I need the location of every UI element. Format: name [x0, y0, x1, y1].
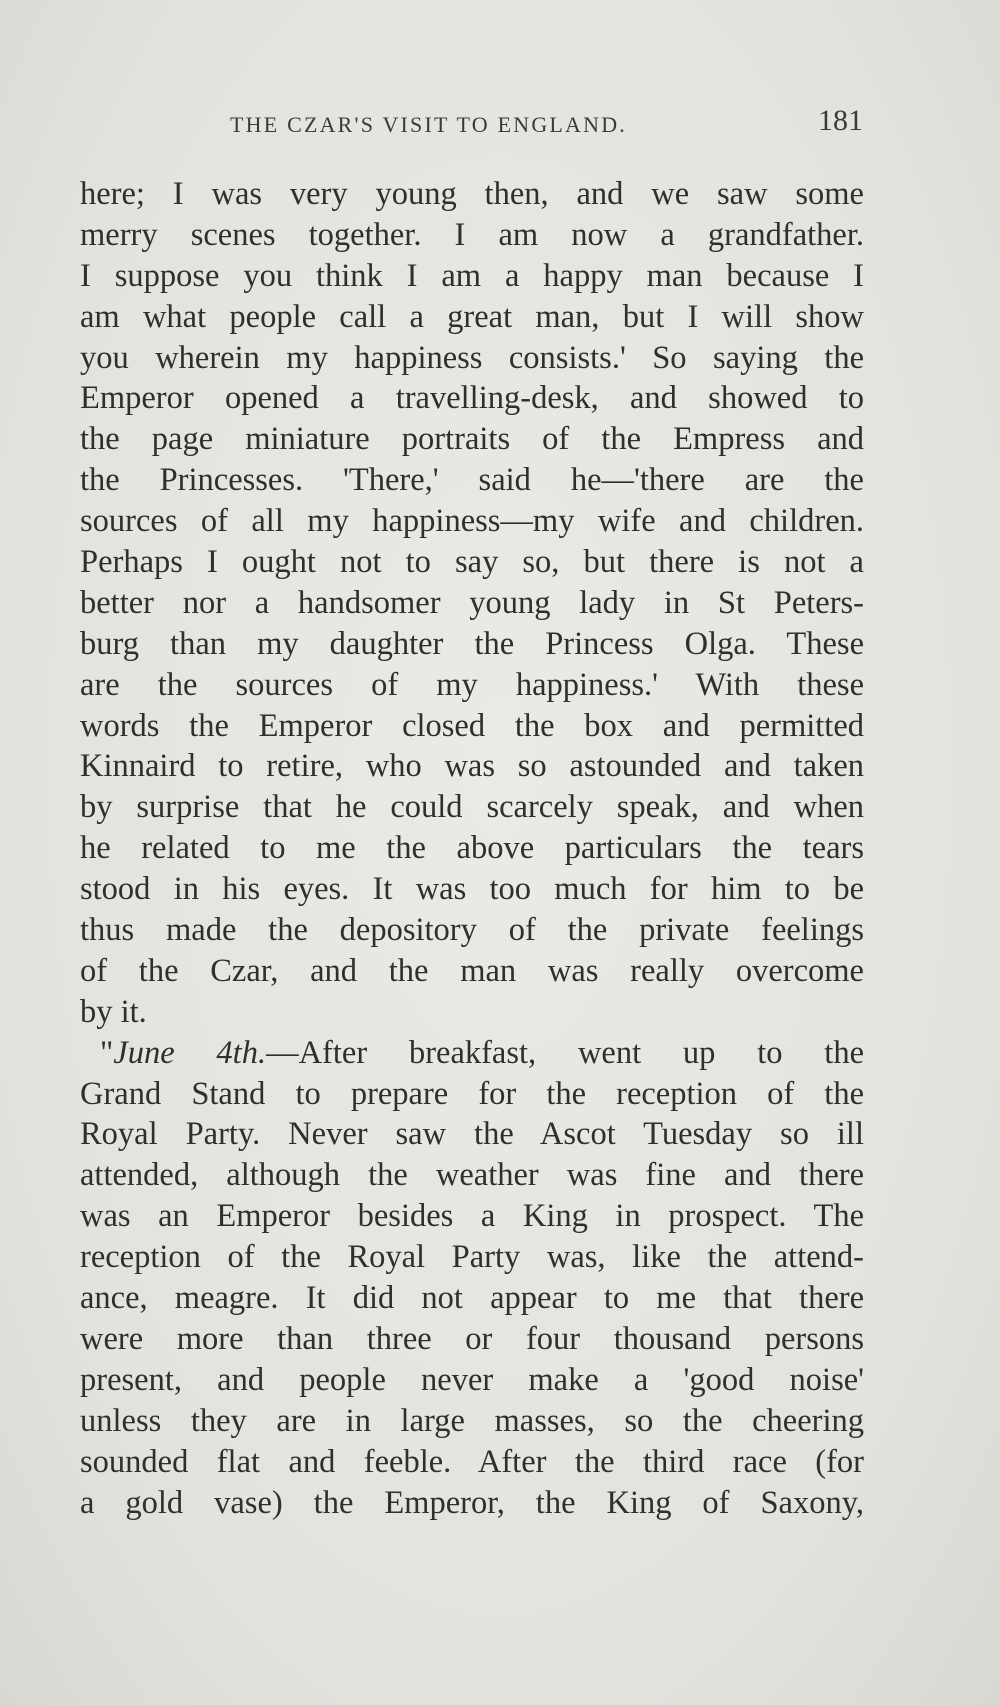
text-line: merry scenes together. I am now a grandfather. — [80, 216, 864, 253]
text-line: Royal Party. Never saw the Ascot Tuesday so ill — [80, 1116, 864, 1153]
paragraph-2 — [80, 1033, 864, 1524]
text-line: ance, meagre. It did not appear to me that there — [80, 1280, 864, 1317]
text-line: a gold vase) the Emperor, the King of Saxony, — [80, 1484, 864, 1521]
text-line: sounded flat and feeble. After the third race (for — [80, 1443, 864, 1480]
text-line: better nor a handsomer young lady in St Peters- — [80, 584, 864, 621]
text-line: am what people call a great man, but I will show — [80, 298, 864, 335]
text-line: words the Emperor closed the box and permitted — [80, 707, 864, 744]
text-line: was an Emperor besides a King in prospect. The — [80, 1198, 864, 1235]
text-line: reception of the Royal Party was, like the attend- — [80, 1239, 864, 1276]
text-line: the page miniature portraits of the Empress and — [80, 421, 864, 458]
text-line: of the Czar, and the man was really overcome — [80, 952, 864, 989]
text-line: present, and people never make a 'good noise' — [80, 1361, 864, 1398]
text-line: are the sources of my happiness.' With these — [80, 666, 864, 703]
text-line: by surprise that he could scarcely speak, and when — [80, 789, 864, 826]
text-line: were more than three or four thousand persons — [80, 1320, 864, 1357]
text-line — [80, 1033, 864, 1074]
text-line: burg than my daughter the Princess Olga. These — [80, 625, 864, 662]
running-title: THE CZAR'S VISIT TO ENGLAND. — [230, 112, 628, 137]
text-line: the Princesses. 'There,' said he—'there are the — [80, 462, 864, 499]
text-line: unless they are in large masses, so the cheering — [80, 1402, 864, 1439]
text-line: stood in his eyes. It was too much for him to be — [80, 871, 864, 908]
text-line: by it. — [80, 993, 147, 1030]
text-line: here; I was very young then, and we saw some — [80, 176, 864, 212]
text-line: I suppose you think I am a happy man because I — [80, 257, 864, 294]
open-quote: " — [100, 1034, 114, 1071]
text-line: Grand Stand to prepare for the reception of the — [80, 1075, 864, 1112]
page-number: 181 — [818, 104, 863, 137]
running-head — [80, 104, 863, 144]
text-line-rest: —After breakfast, went up to the — [266, 1034, 864, 1071]
body-text — [80, 174, 864, 1523]
text-line: you wherein my happiness consists.' So saying the — [80, 339, 864, 376]
text-line: sources of all my happiness—my wife and children. — [80, 503, 864, 540]
text-line: Emperor opened a travelling-desk, and showed to — [80, 380, 864, 417]
text-line: thus made the depository of the private feelings — [80, 912, 864, 949]
text-line: he related to me the above particulars the tears — [80, 830, 864, 867]
diary-date: June 4th. — [113, 1034, 267, 1071]
text-line: Kinnaird to retire, who was so astounded and taken — [80, 748, 864, 785]
paragraph-1 — [80, 174, 864, 1033]
text-line: Perhaps I ought not to say so, but there is not a — [80, 544, 864, 581]
text-line: attended, although the weather was fine and there — [80, 1157, 864, 1194]
